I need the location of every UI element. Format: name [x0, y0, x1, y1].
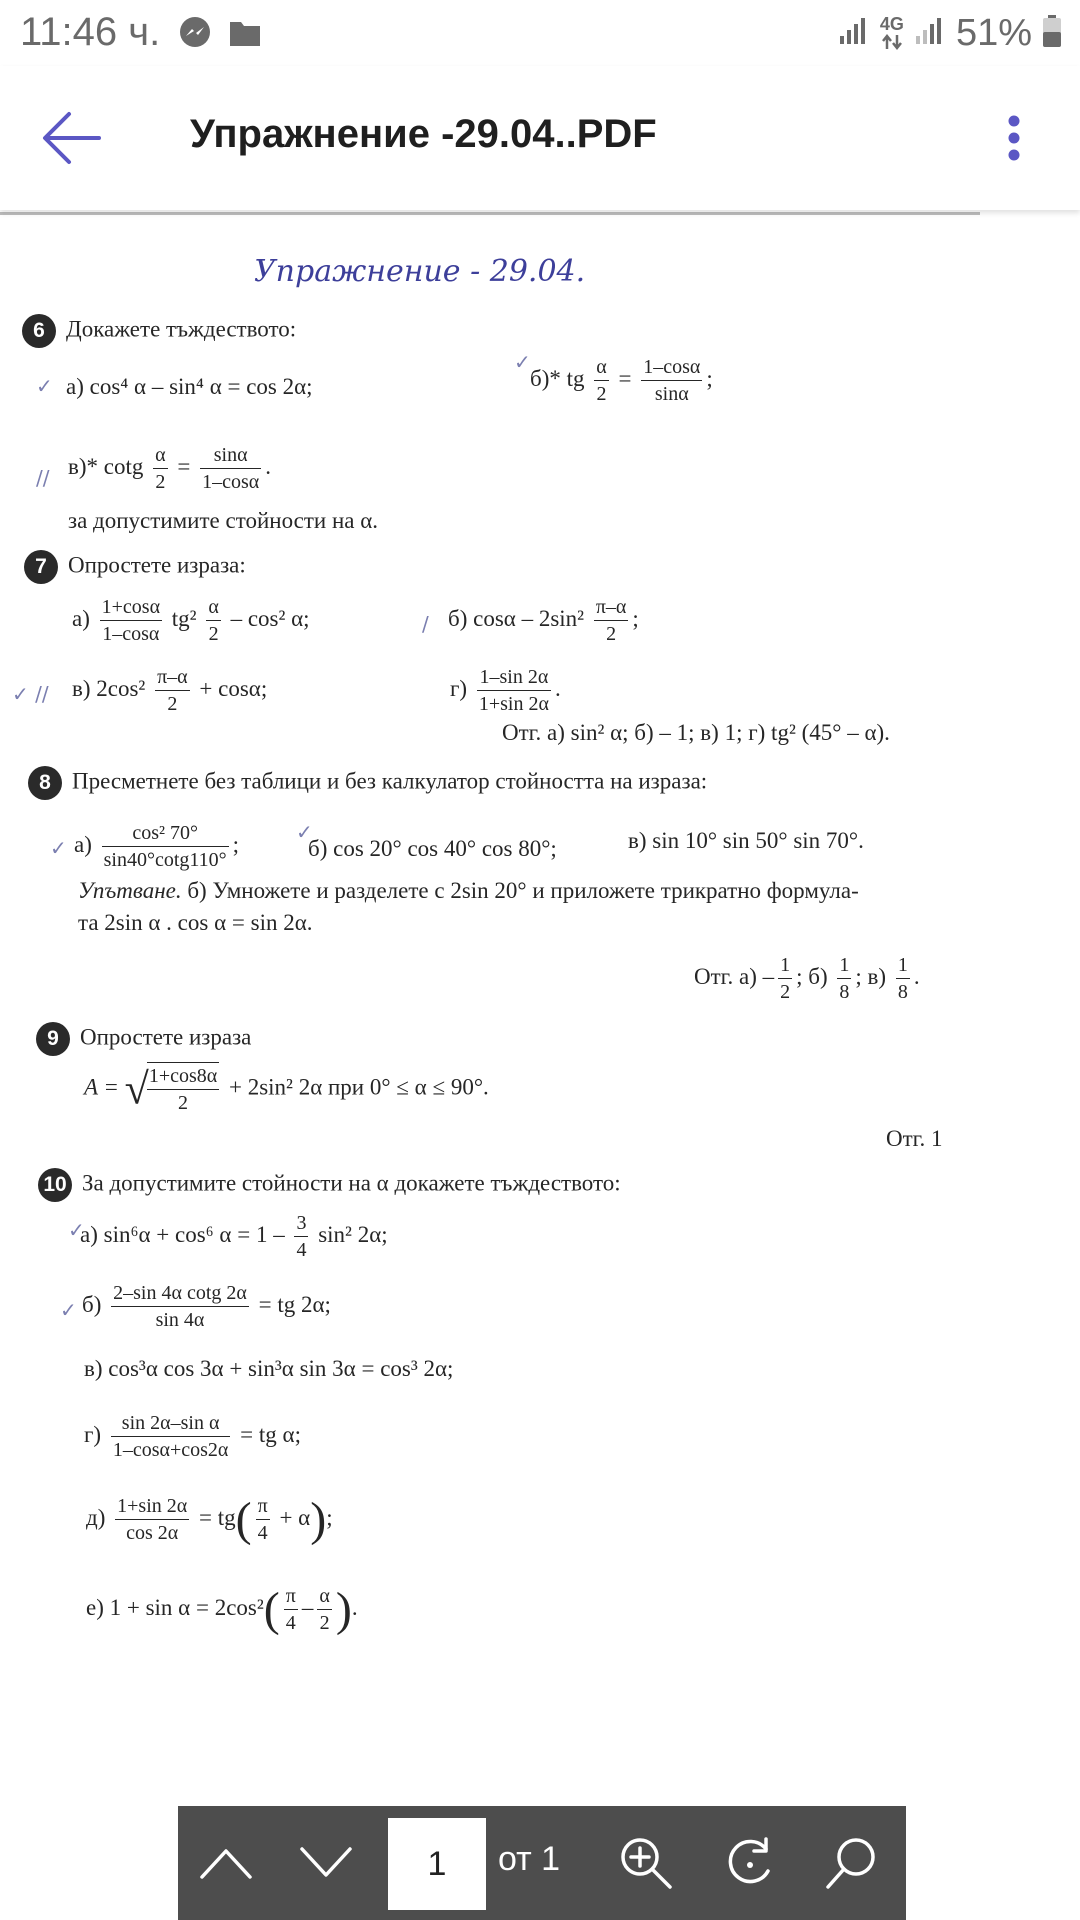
denominator: 2: [178, 1092, 189, 1114]
task-text: .: [265, 453, 271, 479]
signal-icon: [914, 16, 946, 51]
exercise-8-heading: [28, 766, 707, 800]
zoom-in-icon: [618, 1835, 674, 1891]
exercise-10c: в) cos³α cos 3α + sin³α sin 3α = cos³ 2α;: [84, 1356, 454, 1381]
numerator: 1+sin 2α: [115, 1493, 189, 1520]
search-button[interactable]: [804, 1806, 900, 1920]
denominator: 2: [155, 471, 166, 493]
fraction: [294, 1210, 308, 1263]
fraction: [102, 820, 229, 873]
numerator: π: [256, 1493, 270, 1520]
exercise-10f: [86, 1582, 358, 1637]
denominator: cos 2α: [126, 1522, 179, 1544]
fraction: [147, 1062, 219, 1116]
paren-left: (: [235, 1493, 252, 1546]
fraction: [477, 664, 551, 717]
exercise-8-hint: [78, 878, 859, 904]
exercise-6b: [530, 354, 713, 407]
task-text: .: [554, 675, 561, 701]
task-text: ;: [326, 1504, 333, 1530]
page-edge: [0, 212, 980, 215]
fraction: [317, 1583, 331, 1636]
denominator: 1–cosα: [202, 471, 260, 493]
denominator: 8: [897, 981, 908, 1003]
chevron-down-icon: [299, 1846, 353, 1880]
chevron-up-icon: [199, 1846, 253, 1880]
denominator: sinα: [654, 383, 689, 405]
task-text: ;: [632, 605, 639, 631]
numerator: 1: [837, 952, 851, 979]
numerator: π–α: [594, 594, 629, 621]
fraction: [115, 1493, 189, 1546]
exercise-10-heading: [38, 1168, 621, 1202]
numerator: π–α: [155, 664, 190, 691]
next-page-button[interactable]: [278, 1806, 374, 1920]
task-text: в) 2cos²: [72, 675, 146, 701]
task-text: а) sin⁶α + cos⁶ α = 1 –: [80, 1221, 285, 1247]
task-text: б): [82, 1291, 102, 1317]
task-text: =: [618, 365, 632, 391]
task-text: + cosα;: [199, 675, 268, 701]
status-time: 11:46 ч.: [20, 10, 161, 54]
search-icon: [824, 1835, 880, 1891]
exercise-8-hint-cont: та 2sin α . cos α = sin 2α.: [78, 910, 313, 935]
exercise-6a: а) cos⁴ α – sin⁴ α = cos 2α;: [66, 374, 313, 399]
checkmark-icon: ✓: [68, 1218, 85, 1242]
checkmark-icon: ✓: [514, 350, 531, 374]
fraction: [594, 354, 608, 407]
more-vert-icon: [1007, 115, 1021, 161]
fraction: [153, 442, 167, 495]
back-button[interactable]: [30, 96, 114, 180]
numerator: 1: [896, 952, 910, 979]
zoom-button[interactable]: [598, 1806, 694, 1920]
rotate-icon: [722, 1835, 778, 1891]
exercise-6-heading: [22, 314, 296, 348]
pdf-page[interactable]: [0, 210, 1080, 1920]
sqrt-symbol: √: [124, 1064, 149, 1114]
exercise-number: 6: [22, 314, 56, 348]
task-text: г): [450, 675, 468, 701]
numerator: 1+cos8α: [147, 1063, 219, 1090]
previous-page-button[interactable]: [178, 1806, 274, 1920]
checkmark-icon: //: [36, 466, 50, 490]
exercise-number: 8: [28, 766, 62, 800]
battery-percent: 51%: [955, 11, 1032, 54]
exercise-10b: [82, 1280, 331, 1333]
exercise-9-heading: [36, 1022, 251, 1056]
fraction: [200, 442, 261, 495]
paren-right: ): [310, 1493, 327, 1546]
fraction: [594, 594, 629, 647]
task-text: б)* tg: [530, 365, 585, 391]
numerator: α: [317, 1583, 331, 1610]
fraction: [284, 1583, 298, 1636]
task-text: sin² 2α;: [318, 1221, 388, 1247]
fraction: [206, 594, 220, 647]
document-title: Упражнение -29.04..PDF: [190, 112, 657, 156]
numerator: α: [594, 354, 608, 381]
task-text: = tg: [198, 1504, 236, 1530]
exercise-heading: Докажете тъждеството:: [66, 316, 297, 342]
fraction: [155, 664, 190, 717]
exercise-heading: Пресметнете без таблици и без калкулатор стойността на израза:: [72, 768, 708, 794]
checkmark-icon: /: [422, 612, 429, 636]
fraction: [111, 1410, 231, 1463]
battery-icon: [1042, 14, 1062, 53]
task-text: + 2sin² 2α при 0° ≤ α ≤ 90°.: [228, 1074, 489, 1100]
denominator: sin40°cotg110°: [103, 849, 227, 871]
exercise-8-answer: [694, 952, 920, 1005]
signal-icon: [838, 16, 870, 51]
denominator: 2: [319, 1612, 330, 1634]
task-text: д): [86, 1504, 106, 1530]
numerator: α: [153, 442, 167, 469]
denominator: 2: [606, 623, 617, 645]
fraction: [896, 952, 910, 1005]
numerator: cos² 70°: [102, 820, 229, 847]
arrow-back-icon: [41, 110, 103, 166]
status-bar: [0, 0, 1080, 66]
numerator: α: [206, 594, 220, 621]
data-arrows-icon: [880, 15, 904, 51]
task-text: а): [72, 605, 90, 631]
exercise-number: 7: [24, 550, 58, 584]
exercise-heading: За допустимите стойности на α докажете тъждеството:: [82, 1170, 621, 1196]
exercise-7-heading: [24, 550, 246, 584]
numerator: sinα: [200, 442, 261, 469]
checkmark-icon: ✓: [50, 836, 67, 860]
denominator: 4: [285, 1612, 296, 1634]
paren-right: ): [335, 1583, 352, 1636]
task-text: = tg 2α;: [258, 1291, 331, 1317]
fraction: [100, 594, 162, 647]
denominator: 1–cosα+cos2α: [112, 1439, 229, 1461]
numerator: 1–sin 2α: [477, 664, 551, 691]
exercise-10e: [86, 1492, 333, 1547]
checkmark-icon: ✓: [60, 1298, 77, 1322]
exercise-7-answer: Отг. а) sin² α; б) – 1; в) 1; г) tg² (45° – α).: [502, 720, 890, 745]
checkmark-icon: ✓: [296, 820, 313, 844]
answer-text: .: [913, 963, 920, 989]
fraction: [837, 952, 851, 1005]
handwritten-title: Упражнение - 29.04.: [254, 254, 586, 289]
answer-text: ; б): [796, 963, 828, 989]
exercise-6c: [68, 442, 271, 495]
numerator: 1–cosα: [641, 354, 702, 381]
fraction: [256, 1493, 270, 1546]
task-text: г): [84, 1421, 102, 1447]
messenger-icon: [178, 16, 212, 55]
exercise-number: 10: [38, 1168, 72, 1202]
exercise-10a: [80, 1210, 388, 1263]
network-type: 4G: [879, 14, 904, 34]
checkmark-icon: ✓: [36, 374, 53, 398]
denominator: sin 4α: [155, 1309, 205, 1331]
page-number-input[interactable]: [388, 1818, 486, 1910]
task-text: б) cosα – 2sin²: [448, 605, 585, 631]
exercise-8b: б) cos 20° cos 40° cos 80°;: [308, 836, 557, 861]
task-text: .: [351, 1594, 358, 1620]
paren-left: (: [263, 1583, 280, 1636]
numerator: 3: [294, 1210, 308, 1237]
exercise-9-expression: [84, 1062, 489, 1116]
task-text: –: [301, 1594, 314, 1620]
task-text: A =: [84, 1074, 119, 1100]
denominator: 8: [839, 981, 850, 1003]
task-text: =: [177, 453, 191, 479]
fraction: [778, 952, 792, 1005]
denominator: 2: [596, 383, 607, 405]
fraction: [641, 354, 702, 407]
task-text: tg²: [171, 605, 197, 631]
task-text: – cos² α;: [230, 605, 310, 631]
exercise-7a: [72, 594, 310, 647]
task-text: е) 1 + sin α = 2cos²: [86, 1594, 264, 1620]
exercise-9-answer: Отг. 1: [886, 1126, 943, 1151]
folder-icon: [228, 18, 262, 53]
exercise-8a: [74, 820, 239, 873]
app-bar: [0, 66, 1080, 210]
exercise-8c: в) sin 10° sin 50° sin 70°.: [628, 828, 864, 853]
numerator: sin 2α–sin α: [111, 1410, 231, 1437]
denominator: 2: [208, 623, 219, 645]
exercise-10d: [84, 1410, 301, 1463]
numerator: 1: [778, 952, 792, 979]
checkmark-icon: ✓ //: [12, 682, 49, 706]
exercise-7c: [72, 664, 267, 717]
answer-text: ; в): [855, 963, 887, 989]
task-text: + α: [279, 1504, 311, 1530]
task-text: в)* cotg: [68, 453, 144, 479]
hint-label: Упътване.: [78, 878, 182, 903]
status-right: [838, 10, 1062, 56]
rotate-button[interactable]: [702, 1806, 798, 1920]
exercise-7d: [450, 664, 561, 717]
denominator: 2: [780, 981, 791, 1003]
pdf-toolbar: [178, 1806, 906, 1920]
task-text: ;: [706, 365, 713, 391]
denominator: 4: [296, 1239, 307, 1261]
numerator: 2–sin 4α cotg 2α: [111, 1280, 249, 1307]
task-text: а): [74, 831, 92, 857]
exercise-heading: Опростете израза:: [68, 552, 246, 578]
exercise-number: 9: [36, 1022, 70, 1056]
page-count-label: от 1: [498, 1840, 561, 1878]
task-text: ;: [232, 831, 240, 857]
answer-text: Отг. а) –: [694, 963, 775, 989]
task-text: = tg α;: [240, 1421, 301, 1447]
denominator: 2: [167, 693, 178, 715]
exercise-7b: [448, 594, 639, 647]
exercise-6-note: за допустимите стойности на α.: [68, 508, 379, 533]
hint-text: б) Умножете и разделете с 2sin 20° и приложете трикратно формула-: [181, 878, 859, 903]
denominator: 4: [257, 1522, 268, 1544]
numerator: π: [284, 1583, 298, 1610]
more-options-button[interactable]: [978, 96, 1050, 180]
exercise-heading: Опростете израза: [80, 1024, 252, 1050]
numerator: 1+cosα: [100, 594, 162, 621]
denominator: 1–cosα: [102, 623, 160, 645]
denominator: 1+sin 2α: [478, 693, 549, 715]
fraction: [111, 1280, 249, 1333]
